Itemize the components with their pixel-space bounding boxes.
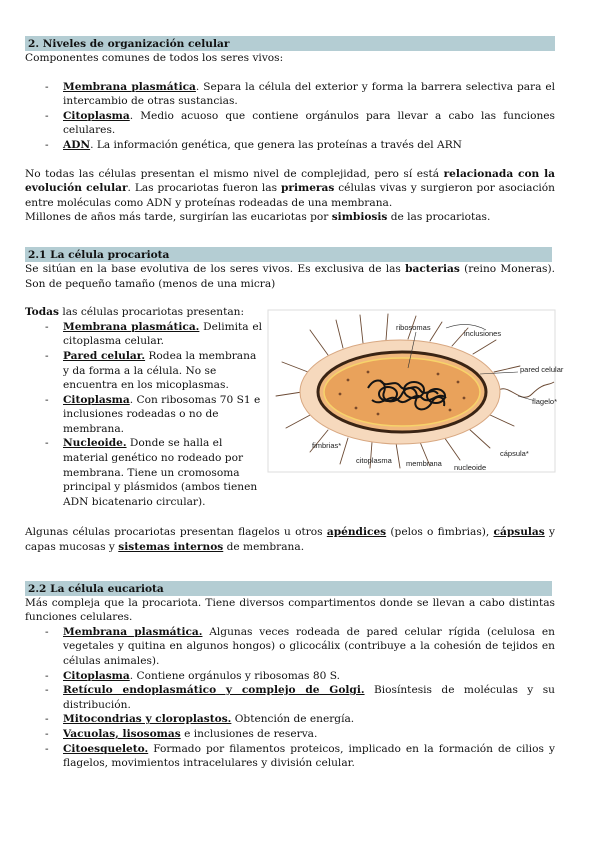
list-item: - Nucleoide. Donde se halla el material genético no rodeado por membrana. Tiene un cromosoma principal y plásmidos (ambos tienen ADN bicatenario circular). — [45, 437, 258, 508]
label-inclusiones: inclusiones — [464, 329, 502, 338]
label-pared-celular: pared celular — [520, 365, 564, 374]
label-nucleoide: nucleoide — [454, 463, 487, 472]
list-item: - Mitocondrias y cloroplastos. Obtención de energía. — [45, 713, 355, 726]
list-item: - Citoplasma. Contiene orgánulos y ribosomas 80 S. — [45, 669, 340, 682]
section-heading-procariota: 2.1 La célula procariota — [25, 247, 552, 262]
term: Membrana plasmática — [63, 80, 196, 93]
list-item: - Citoplasma. Medio acuoso que contiene orgánulos para llevar a cabo las funciones celulares. — [45, 109, 555, 137]
list-item: - Citoplasma. Con ribosomas 70 S1 e inclusiones rodeadas o no de membrana. — [45, 393, 261, 435]
common-components-list — [25, 80, 555, 153]
all-cells-text: Todas las células procariotas presentan: — [25, 306, 245, 319]
symbiosis-paragraph: Millones de años más tarde, surgirían las eucariotas por simbiosis de las procariotas. — [25, 211, 491, 224]
list-item: - Citoesqueleto. Formado por filamentos proteicos, implicado en la formación de cilios y flagelos, movimientos intracelulares y división celular. — [45, 742, 555, 770]
label-flagelo: flagelo* — [532, 397, 558, 406]
appendages-paragraph: Algunas células procariotas presentan flagelos u otros apéndices (pelos o fimbrias), cápsulas y capas mucosas y sistemas internos de membrana. — [25, 526, 555, 554]
term: ADN — [63, 138, 91, 151]
section-heading-eucariota: 2.2 La célula eucariota — [25, 581, 552, 596]
label-ribosomas: ribosomas — [396, 323, 431, 332]
label-membrana: membrana — [406, 459, 442, 468]
list-item: - Retículo endoplasmático y complejo de Golgi. Biosíntesis de moléculas y su distribución. — [45, 684, 555, 711]
label-fimbrias: fimbrias* — [312, 441, 342, 450]
list-item: - Membrana plasmática. Separa la célula del exterior y forma la barrera selectiva para el intercambio de otras sustancias. — [45, 80, 556, 108]
section-heading-niveles: 2. Niveles de organización celular — [25, 36, 555, 51]
procariota-list-column — [25, 305, 262, 509]
list-item: - Vacuolas, lisosomas e inclusiones de reserva. — [45, 727, 318, 740]
label-citoplasma: citoplasma — [356, 456, 392, 465]
list-item: - Pared celular. Rodea la membrana y da forma a la célula. No se encuentra en los micoplasmas. — [45, 349, 257, 392]
list-item: - Membrana plasmática. Delimita el citoplasma celular. — [45, 320, 262, 348]
eucariota-list — [25, 625, 555, 771]
prokaryote-cell-diagram — [268, 310, 564, 472]
list-item: - Membrana plasmática. Algunas veces rodeada de pared celular rígida (celulosa en vegetales y quitina en algunos hongos) o glicocálix (contribuye a la cohesión de tejidos en células animales). — [45, 625, 555, 667]
label-capsula: cápsula* — [500, 449, 529, 458]
list-item: - ADN. La información genética, que genera las proteínas a través del ARN — [45, 138, 462, 151]
term: Citoplasma — [63, 109, 130, 122]
procariota-intro: Se sitúan en la base evolutiva de los seres vivos. Es exclusiva de las bacterias (reino Moneras). Son de pequeño tamaño (menos de una micra) — [25, 262, 555, 290]
eucariota-intro: Más compleja que la procariota. Tiene diversos compartimentos donde se llevan a cabo distintas funciones celulares. — [25, 596, 555, 624]
procariota-list — [25, 320, 262, 510]
evolution-paragraph: No todas las células presentan el mismo nivel de complejidad, pero sí está relacionada con la evolución celular. Las procariotas fueron las primeras células vivas y surgieron por asociación entre moléculas como ADN y proteínas rodeadas de una membrana. — [25, 167, 555, 209]
intro-text: Componentes comunes de todos los seres vivos: — [25, 52, 284, 64]
